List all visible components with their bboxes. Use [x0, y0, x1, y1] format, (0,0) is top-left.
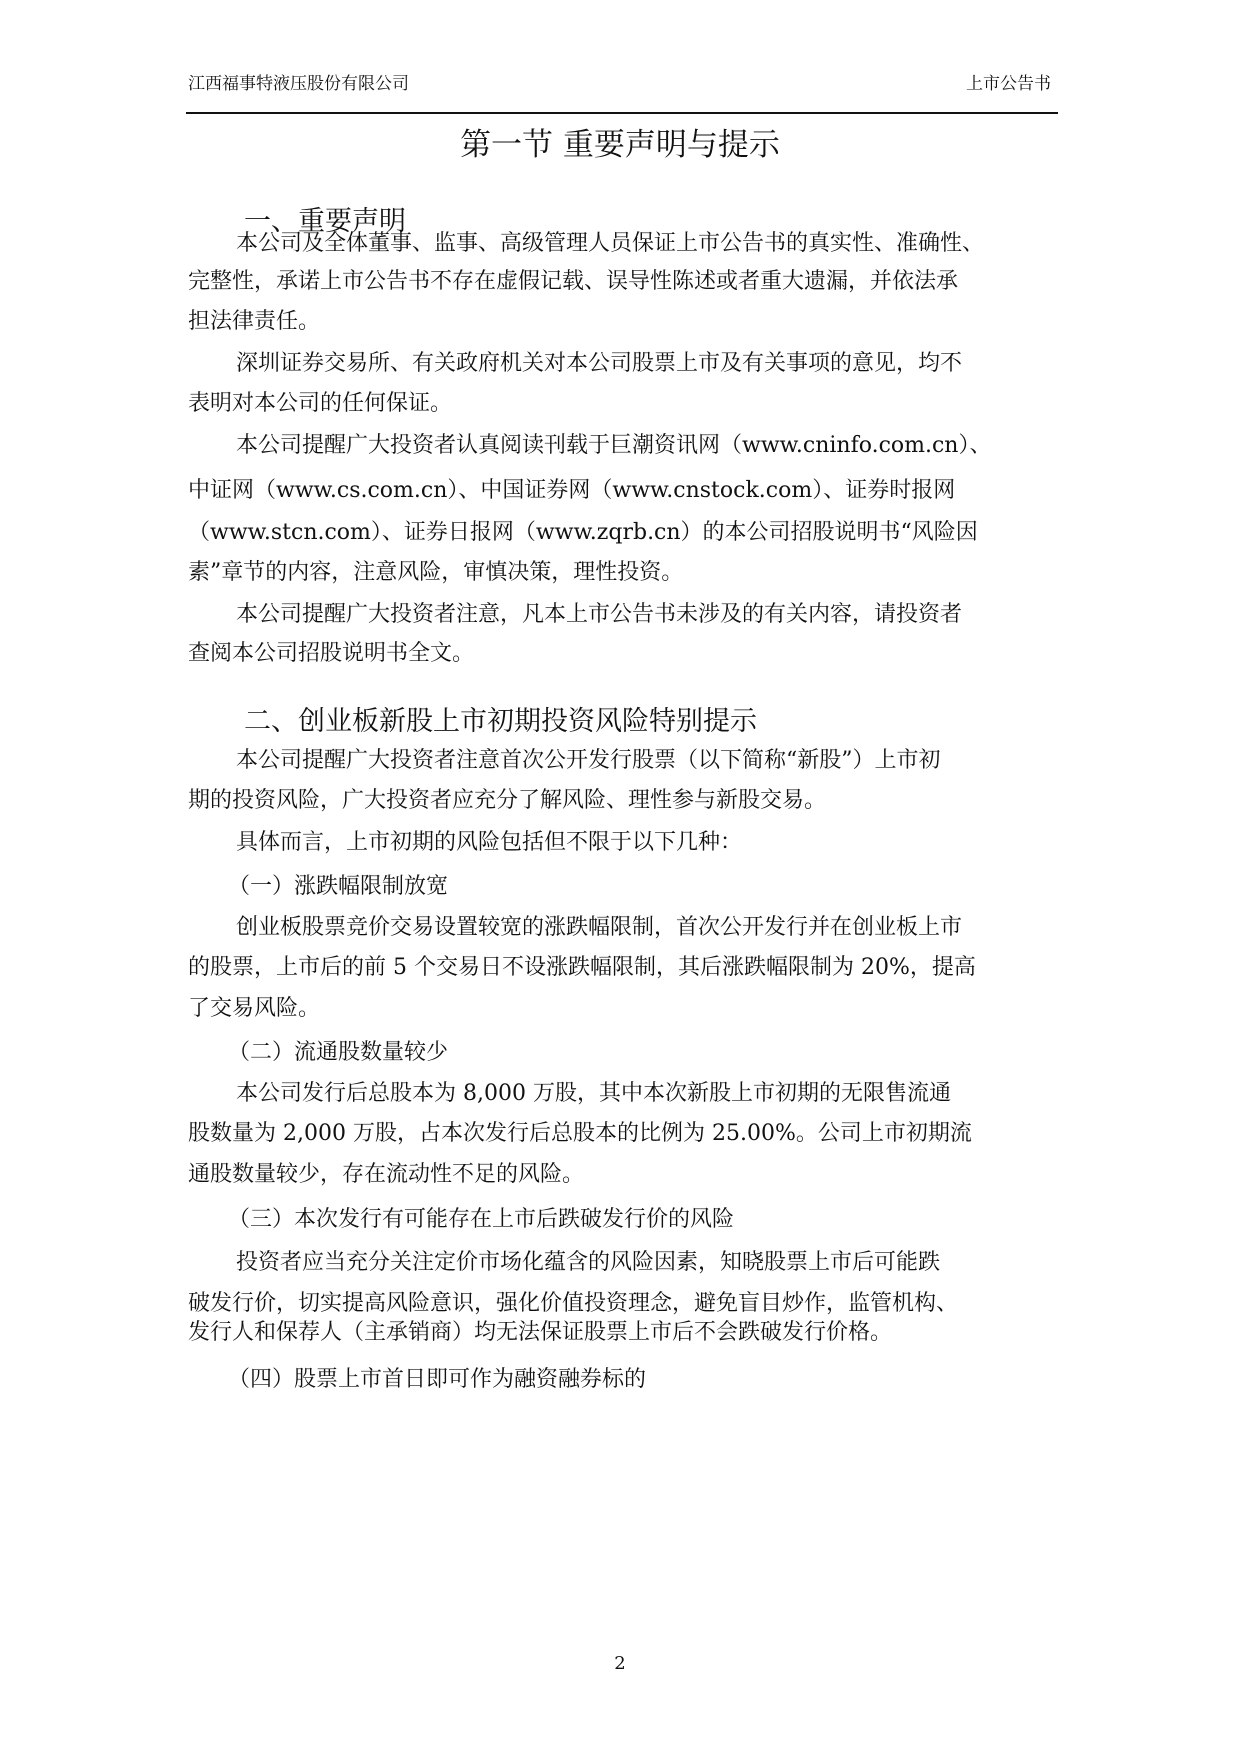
part1-p4-line: 查阅本公司招股说明书全文。	[188, 641, 475, 666]
part1-p2-line: 深圳证券交易所、有关政府机关对本公司股票上市及有关事项的意见，均不	[236, 351, 963, 376]
part1-p1-line: 担法律责任。	[188, 309, 321, 334]
page-number: 2	[614, 1653, 626, 1674]
part2-heading: 二、创业板新股上市初期投资风险特别提示	[244, 706, 757, 737]
part1-p3-line: 本公司提醒广大投资者认真阅读刊载于巨潮资讯网（www.cninfo.com.cn）、	[236, 433, 992, 458]
header-rule	[186, 112, 1058, 114]
subsection-3-line: 投资者应当充分关注定价市场化蕴含的风险因素，知晓股票上市后可能跌	[236, 1250, 941, 1275]
subsection-1-heading: （一）涨跌幅限制放宽	[228, 874, 449, 899]
subsection-1-line: 创业板股票竞价交易设置较宽的涨跌幅限制，首次公开发行并在创业板上市	[236, 915, 963, 940]
subsection-2-heading: （二）流通股数量较少	[228, 1040, 449, 1065]
part1-p4-line: 本公司提醒广大投资者注意，凡本上市公告书未涉及的有关内容，请投资者	[236, 602, 963, 627]
subsection-1-line: 的股票，上市后的前 5 个交易日不设涨跌幅限制，其后涨跌幅限制为 20%，提高	[188, 955, 976, 980]
part2-p1-line: 期的投资风险，广大投资者应充分了解风险、理性参与新股交易。	[188, 788, 827, 813]
part1-p2-line: 表明对本公司的任何保证。	[188, 391, 453, 416]
part1-p1-line: 本公司及全体董事、监事、高级管理人员保证上市公告书的真实性、准确性、	[236, 231, 985, 256]
subsection-3-line: 发行人和保荐人（主承销商）均无法保证股票上市后不会跌破发行价格。	[188, 1320, 893, 1345]
header-company: 江西福事特液压股份有限公司	[188, 74, 409, 94]
header-doc-type: 上市公告书	[966, 74, 1051, 94]
subsection-3-line: 破发行价，切实提高风险意识，强化价值投资理念，避免盲目炒作，监管机构、	[188, 1291, 959, 1316]
part2-p2-line: 具体而言，上市初期的风险包括但不限于以下几种：	[236, 830, 743, 855]
part1-p1-line: 完整性，承诺上市公告书不存在虚假记载、误导性陈述或者重大遗漏，并依法承	[188, 269, 959, 294]
subsection-1-line: 了交易风险。	[188, 996, 321, 1021]
subsection-3-heading: （三）本次发行有可能存在上市后跌破发行价的风险	[228, 1207, 735, 1232]
subsection-2-line: 本公司发行后总股本为 8,000 万股，其中本次新股上市初期的无限售流通	[236, 1081, 951, 1106]
part2-p1-line: 本公司提醒广大投资者注意首次公开发行股票（以下简称“新股”）上市初	[236, 748, 941, 773]
part1-p3-line: 中证网（www.cs.com.cn）、中国证券网（www.cnstock.com）、证券时报网	[188, 478, 956, 503]
subsection-4-heading: （四）股票上市首日即可作为融资融券标的	[228, 1367, 647, 1392]
subsection-2-line: 通股数量较少，存在流动性不足的风险。	[188, 1162, 585, 1187]
section-title: 第一节 重要声明与提示	[460, 127, 780, 163]
part1-p3-line: （www.stcn.com）、证券日报网（www.zqrb.cn）的本公司招股说明书“风险因	[188, 520, 978, 545]
subsection-2-line: 股数量为 2,000 万股，占本次发行后总股本的比例为 25.00%。公司上市初期流	[188, 1121, 972, 1146]
part1-p3-line: 素”章节的内容，注意风险，审慎决策，理性投资。	[188, 560, 684, 585]
part1-heading: 一、重要声明	[244, 206, 406, 237]
